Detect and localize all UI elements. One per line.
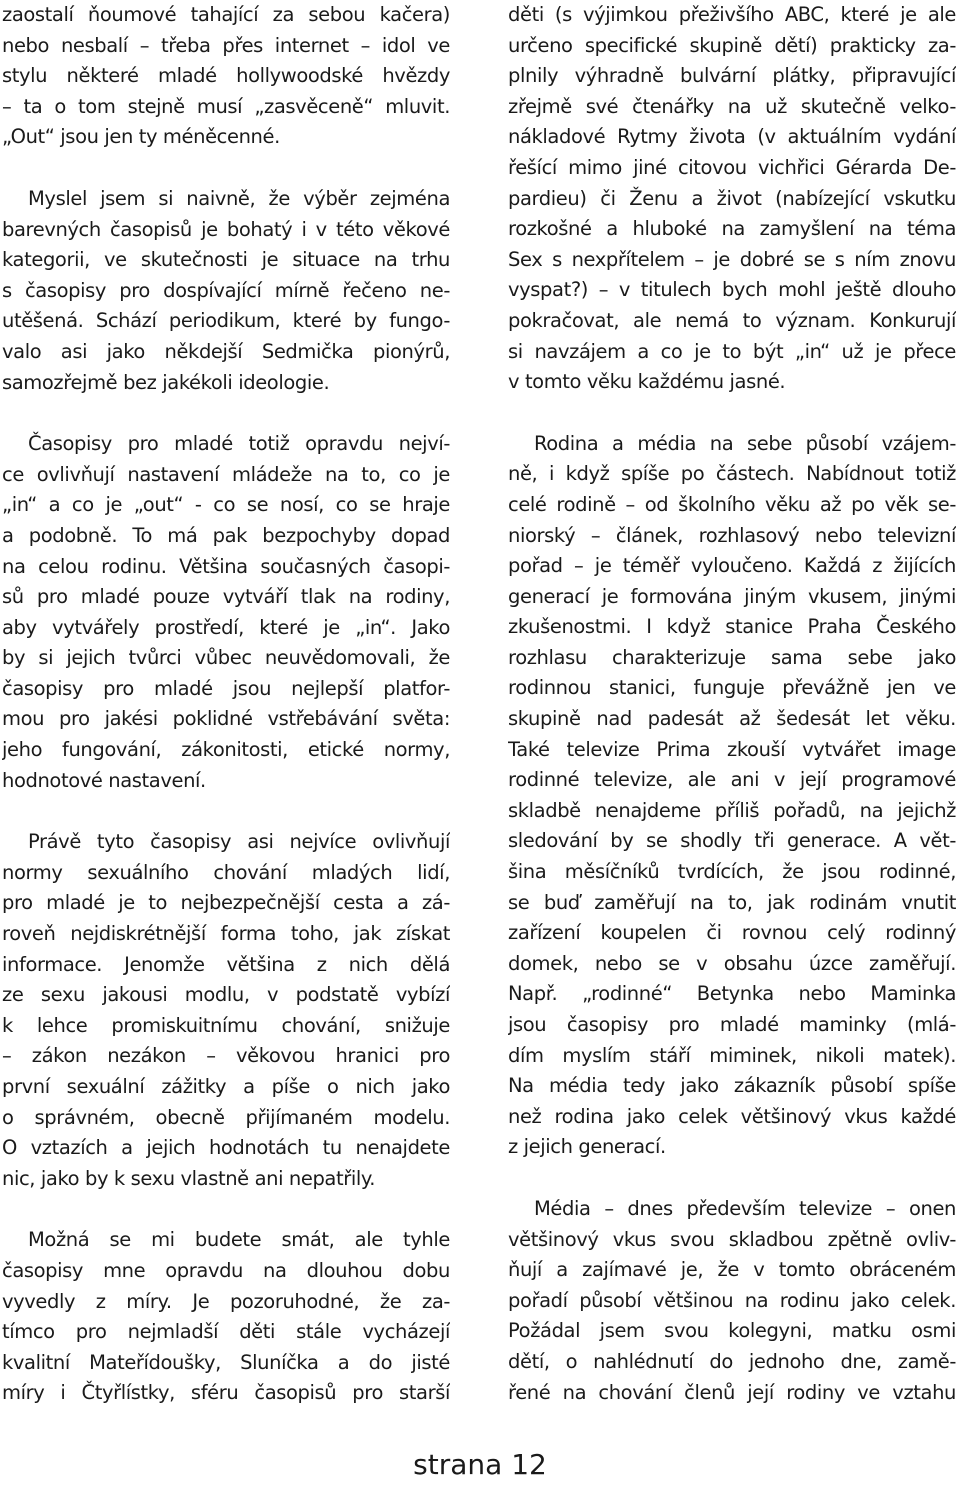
paragraph [508, 0, 956, 398]
text-line: vyvedly z míry. Je pozoruhodné, že za- [2, 1289, 450, 1313]
text-line: utěšená. Schází periodikum, které by fungo- [2, 309, 450, 333]
text-line: Na média tedy jako zákazník působí spíše [508, 1074, 956, 1098]
paragraph [2, 184, 450, 398]
text-line: skupině nad padesát až šedesát let věku. [508, 707, 956, 731]
text-line: „Out“ jsou jen ty méněcenné. [2, 125, 280, 149]
text-line: ňují a zajímavé je, že v tomto obráceném [508, 1258, 956, 1282]
text-line: ce ovlivňují nastavení mládeže na to, co je [2, 462, 450, 486]
text-line: rodinné televize, ale ani v její programové [508, 768, 956, 792]
text-line: roveň nejdiskrétnější forma toho, jak získat [2, 922, 450, 946]
text-line: zkušenostmi. I když stanice Praha Českého [508, 615, 956, 639]
text-line: míry i Čtyřlístky, sféru časopisů pro starší [2, 1381, 450, 1405]
text-line: Média – dnes především televize – onen [534, 1196, 956, 1220]
paragraph [508, 1194, 956, 1408]
text-line: celé rodině – od školního věku až po věk se- [508, 492, 956, 516]
text-line: rodinnou stanici, funguje převážně jen ve [508, 676, 956, 700]
text-line: nákladové Rytmy života (v aktuálním vydání [508, 125, 956, 149]
text-line: z jejich generací. [508, 1135, 666, 1159]
text-line: na celou rodinu. Většina současných časopi- [2, 554, 450, 578]
text-line: o správném, obecně přijímaném modelu. [2, 1105, 450, 1129]
text-line: mou pro jakési poklidné vstřebávání světa: [2, 707, 450, 731]
text-line: šina měsíčníků tvrdících, že jsou rodinné, [508, 860, 956, 884]
text-line: k lehce promiskuitnímu chování, snižuje [2, 1013, 450, 1037]
paragraph [2, 1225, 450, 1409]
text-line: a podobně. To má pak bezpochyby dopad [2, 523, 450, 547]
text-line: jeho fungování, zákonitosti, etické normy, [2, 738, 450, 762]
text-line: nic, jako by k sexu vlastně ani nepatřily. [2, 1166, 376, 1190]
text-line: ze sexu jakousi modlu, v podstatě vybízí [2, 983, 450, 1007]
text-line: Časopisy pro mladé totiž opravdu nejví- [28, 432, 450, 456]
text-line: s časopisy pro dospívající mírně řečeno ne- [2, 278, 450, 302]
text-line: zařízení koupelen či rovnou celý rodinný [508, 921, 956, 945]
text-line: řešící mimo jiné citovou vichřici Gérarda De- [508, 155, 956, 179]
text-line: pořad – je téměř vyloučeno. Každá z žijících [508, 554, 956, 578]
text-line: tímco pro nejmladší děti stále vycházejí [2, 1320, 450, 1344]
text-line: pro mladé je to nejbezpečnější cesta a zá- [2, 891, 450, 915]
text-line: pardieu) či Ženu a život (nabízející vskutku [508, 186, 956, 210]
paragraph [2, 429, 450, 796]
text-line: než rodina jako celek většinový vkus každé [508, 1104, 956, 1128]
text-line: sledování by se shodly tři generace. A vět- [508, 829, 956, 853]
text-line: rozhlasu charakterizuje sama sebe jako [508, 645, 956, 669]
text-line: sů pro mladé pouze vytváří tlak na rodiny, [2, 585, 450, 609]
text-line: valo asi jako někdejší Sedmička pionýrů, [2, 339, 450, 363]
text-line: Možná se mi budete smát, ale tyhle [28, 1228, 450, 1252]
text-line: informace. Jenomže většina z nich dělá [2, 952, 450, 976]
text-line: kategorii, ve skutečnosti je situace na trhu [2, 248, 450, 272]
text-line: by si jejich tvůrci vůbec neuvědomovali, že [2, 646, 450, 670]
text-line: Myslel jsem si naivně, že výběr zejména [28, 186, 450, 210]
text-line: kvalitní Mateřídoušky, Sluníčka a do jisté [2, 1350, 450, 1374]
text-line: aby vytvářely prostředí, které je „in“. Jako [2, 615, 450, 639]
text-line: – zákon nezákon – věkovou hranici pro [2, 1044, 450, 1068]
text-line: generací je formována jiným vkusem, jinými [508, 584, 956, 608]
text-line: časopisy pro mladé jsou nejlepší platfor- [2, 676, 450, 700]
text-line: si navzájem a co je to být „in“ už je přece [508, 339, 956, 363]
text-line: pokračovat, ale nemá to význam. Konkurují [508, 308, 956, 332]
text-line: dím myslím stáří miminek, nikoli matek). [508, 1043, 956, 1067]
text-line: časopisy mne opravdu na dlouhou dobu [2, 1258, 450, 1282]
text-line: rozkošné a hluboké na zamyšlení na téma [508, 217, 956, 241]
text-line: pořadí působí většinou na rodinu jako celek. [508, 1288, 956, 1312]
text-line: hodnotové nastavení. [2, 768, 206, 792]
right-column [508, 0, 956, 1408]
text-line: jsou časopisy pro mladé maminky (mlá- [508, 1013, 956, 1036]
text-line: v tomto věku každému jasné. [508, 370, 786, 394]
text-line: Právě tyto časopisy asi nejvíce ovlivňují [28, 830, 450, 854]
text-line: nebo nesbalí – třeba přes internet – idol ve [2, 33, 450, 57]
text-line: plnily výhradně bulvární plátky, připravující [508, 64, 956, 88]
text-line: „in“ a co je „out“ - co se nosí, co se hraje [2, 493, 450, 517]
text-line: se buď zaměřují na to, jak rodinám vnutit [508, 890, 956, 914]
text-line: O vztazích a jejich hodnotách tu nenajdete [2, 1136, 450, 1160]
text-line: barevných časopisů je bohatý i v této věkové [2, 217, 450, 241]
paragraph [508, 429, 956, 1163]
text-line: normy sexuálního chování mladých lidí, [2, 860, 450, 884]
left-column [2, 0, 450, 1409]
text-line: samozřejmě bez jakékoli ideologie. [2, 370, 330, 394]
text-line: dětí, o nahlédnutí do jednoho dne, zamě- [508, 1349, 956, 1373]
text-line: děti (s výjimkou přeživšího ABC, které je ale [508, 3, 956, 26]
paragraph [2, 0, 450, 153]
text-line: určeno specifické skupině dětí) prakticky za- [508, 33, 956, 57]
text-line: první sexuální zážitky a píše o nich jako [2, 1075, 450, 1098]
text-line: zaostalí ňoumové tahající za sebou kačera) [2, 3, 450, 26]
text-line: Požádal jsem svou kolegyni, matku osmi [508, 1319, 956, 1343]
text-line: – ta o tom stejně musí „zasvěceně“ mluvit. [2, 94, 450, 118]
text-line: vyspat?) – v titulech bych mohl ještě dlouho [508, 278, 956, 302]
paragraph [2, 827, 450, 1194]
page-number: strana 12 [413, 1448, 547, 1481]
text-line: většinový vkus svou skladbou zpětně ovliv- [508, 1227, 956, 1251]
text-line: Sex s nexpřítelem – je dobré se s ním znovu [508, 247, 956, 271]
text-line: Také televize Prima zkouší vytvářet image [508, 737, 956, 761]
text-line: stylu některé mladé hollywoodské hvězdy [2, 64, 450, 88]
text-line: domek, nebo se v obsahu úzce zaměřují. [508, 951, 956, 975]
text-line: řené na chování členů její rodiny ve vztahu [508, 1380, 956, 1404]
text-line: zřejmě své čtenářky na už skutečně velko- [508, 94, 956, 118]
text-line: Rodina a média na sebe působí vzájem- [534, 431, 956, 455]
text-line: niorský – článek, rozhlasový nebo televizní [508, 523, 956, 547]
text-line: Např. „rodinné“ Betynka nebo Maminka [508, 982, 956, 1006]
text-line: skladbě nenajdeme příliš pořadů, na jejichž [508, 798, 956, 822]
text-line: ně, i když spíše po částech. Nabídnout totiž [508, 462, 956, 486]
